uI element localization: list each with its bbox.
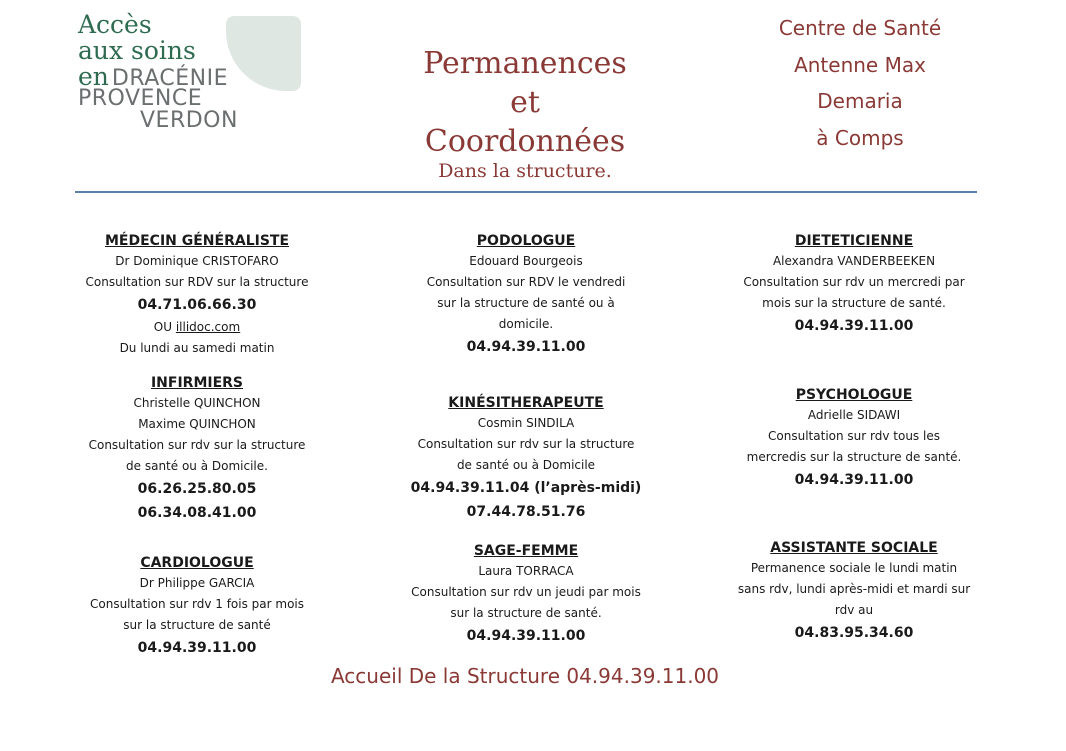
section-cardiologue	[57, 553, 337, 660]
logo-line-3: en DRACÉNIE	[78, 62, 229, 91]
dieteticienne-name: Alexandra VANDERBEEKEN	[772, 254, 936, 268]
sagefemme-info-1: Consultation sur rdv un jeudi par mois	[411, 585, 641, 599]
psychologue-name: Adrielle SIDAWI	[807, 408, 901, 422]
logo-line-1: Accès	[78, 10, 152, 39]
page-subtitle: Dans la structure.	[438, 160, 612, 182]
medecin-phone: 04.71.06.66.30	[137, 297, 257, 313]
logo-line-2: aux soins	[78, 36, 196, 65]
infirmiers-name-2: Maxime QUINCHON	[138, 417, 256, 431]
page-title	[400, 44, 650, 161]
assistante-info-3: rdv au	[834, 603, 874, 617]
illidoc-link[interactable]: illidoc.com	[175, 320, 241, 334]
medecin-name: Dr Dominique CRISTOFARO	[115, 254, 279, 268]
assistante-info-2: sans rdv, lundi après-midi et mardi sur	[737, 582, 971, 596]
centre-line-2: Antenne Max	[794, 52, 926, 77]
dieteticienne-info-1: Consultation sur rdv un mercredi par	[743, 275, 965, 289]
kine-info-2: de santé ou à Domicile	[456, 458, 596, 472]
footer-accueil: Accueil De la Structure 04.94.39.11.00	[330, 664, 720, 688]
dieteticienne-heading: DIETETICIENNE	[794, 233, 914, 249]
logo	[78, 12, 308, 142]
sagefemme-name: Laura TORRACA	[478, 564, 574, 578]
sagefemme-info-2: sur la structure de santé.	[450, 606, 602, 620]
sagefemme-phone: 04.94.39.11.00	[466, 628, 586, 644]
podologue-phone: 04.94.39.11.00	[466, 339, 586, 355]
cardiologue-name: Dr Philippe GARCIA	[139, 576, 255, 590]
logo-line-5: VERDON	[140, 108, 238, 133]
infirmiers-info-1: Consultation sur rdv sur la structure	[88, 438, 306, 452]
psychologue-phone: 04.94.39.11.00	[794, 472, 914, 488]
assistante-phone: 04.83.95.34.60	[794, 625, 914, 641]
infirmiers-heading: INFIRMIERS	[150, 375, 244, 391]
podologue-info-1: Consultation sur RDV le vendredi	[426, 275, 626, 289]
logo-line-4: PROVENCE	[78, 86, 203, 111]
section-infirmiers	[57, 373, 337, 525]
podologue-heading: PODOLOGUE	[476, 233, 576, 249]
section-kine	[386, 393, 666, 524]
cardiologue-info-2: sur la structure de santé	[123, 618, 271, 632]
psychologue-info-2: mercredis sur la structure de santé.	[746, 450, 962, 464]
section-podologue	[386, 231, 666, 359]
podologue-info-2: sur la structure de santé ou à	[437, 296, 615, 310]
medecin-heading: MÉDECIN GÉNÉRALISTE	[104, 233, 290, 249]
kine-name: Cosmin SINDILA	[477, 416, 575, 430]
section-dieteticienne	[714, 231, 994, 338]
psychologue-heading: PSYCHOLOGUE	[795, 387, 913, 403]
section-medecin	[57, 231, 337, 359]
title-line-1: Permanences	[423, 46, 627, 81]
psychologue-info-1: Consultation sur rdv tous les	[768, 429, 940, 443]
podologue-info-3: domicile.	[498, 317, 554, 331]
infirmiers-info-2: de santé ou à Domicile.	[126, 459, 268, 473]
header-divider	[75, 191, 977, 193]
medecin-hours: Du lundi au samedi matin	[119, 341, 275, 355]
infirmiers-phone-2: 06.34.08.41.00	[137, 505, 257, 521]
logo-leaf-shape	[226, 16, 301, 91]
kine-info-1: Consultation sur rdv sur la structure	[417, 437, 635, 451]
kine-phone-2: 07.44.78.51.76	[466, 504, 586, 520]
centre-line-3: Demaria	[817, 89, 903, 113]
dieteticienne-phone: 04.94.39.11.00	[794, 318, 914, 334]
centre-line-1: Centre de Santé	[778, 16, 942, 40]
assistante-heading: ASSISTANTE SOCIALE	[770, 540, 938, 556]
infirmiers-phone-1: 06.26.25.80.05	[137, 481, 257, 497]
assistante-info-1: Permanence sociale le lundi matin	[750, 561, 958, 575]
sagefemme-heading: SAGE-FEMME	[473, 543, 579, 559]
section-sagefemme	[386, 541, 666, 648]
podologue-name: Edouard Bourgeois	[469, 254, 583, 268]
centre-name	[740, 10, 980, 156]
dieteticienne-info-2: mois sur la structure de santé.	[762, 296, 946, 310]
infirmiers-name-1: Christelle QUINCHON	[133, 396, 261, 410]
medecin-alt: OU illidoc.com	[153, 320, 241, 334]
cardiologue-info-1: Consultation sur rdv 1 fois par mois	[90, 597, 304, 611]
medecin-info: Consultation sur RDV sur la structure	[85, 275, 309, 289]
kine-phone-1: 04.94.39.11.04 (l’après-midi)	[410, 480, 642, 496]
section-psychologue	[714, 385, 994, 492]
cardiologue-heading: CARDIOLOGUE	[140, 555, 254, 571]
title-line-2: et	[510, 85, 540, 120]
title-line-3: Coordonnées	[424, 124, 626, 159]
cardiologue-phone: 04.94.39.11.00	[137, 640, 257, 656]
kine-heading: KINÉSITHERAPEUTE	[448, 395, 604, 411]
section-assistante	[714, 538, 994, 645]
centre-line-4: à Comps	[816, 125, 904, 150]
